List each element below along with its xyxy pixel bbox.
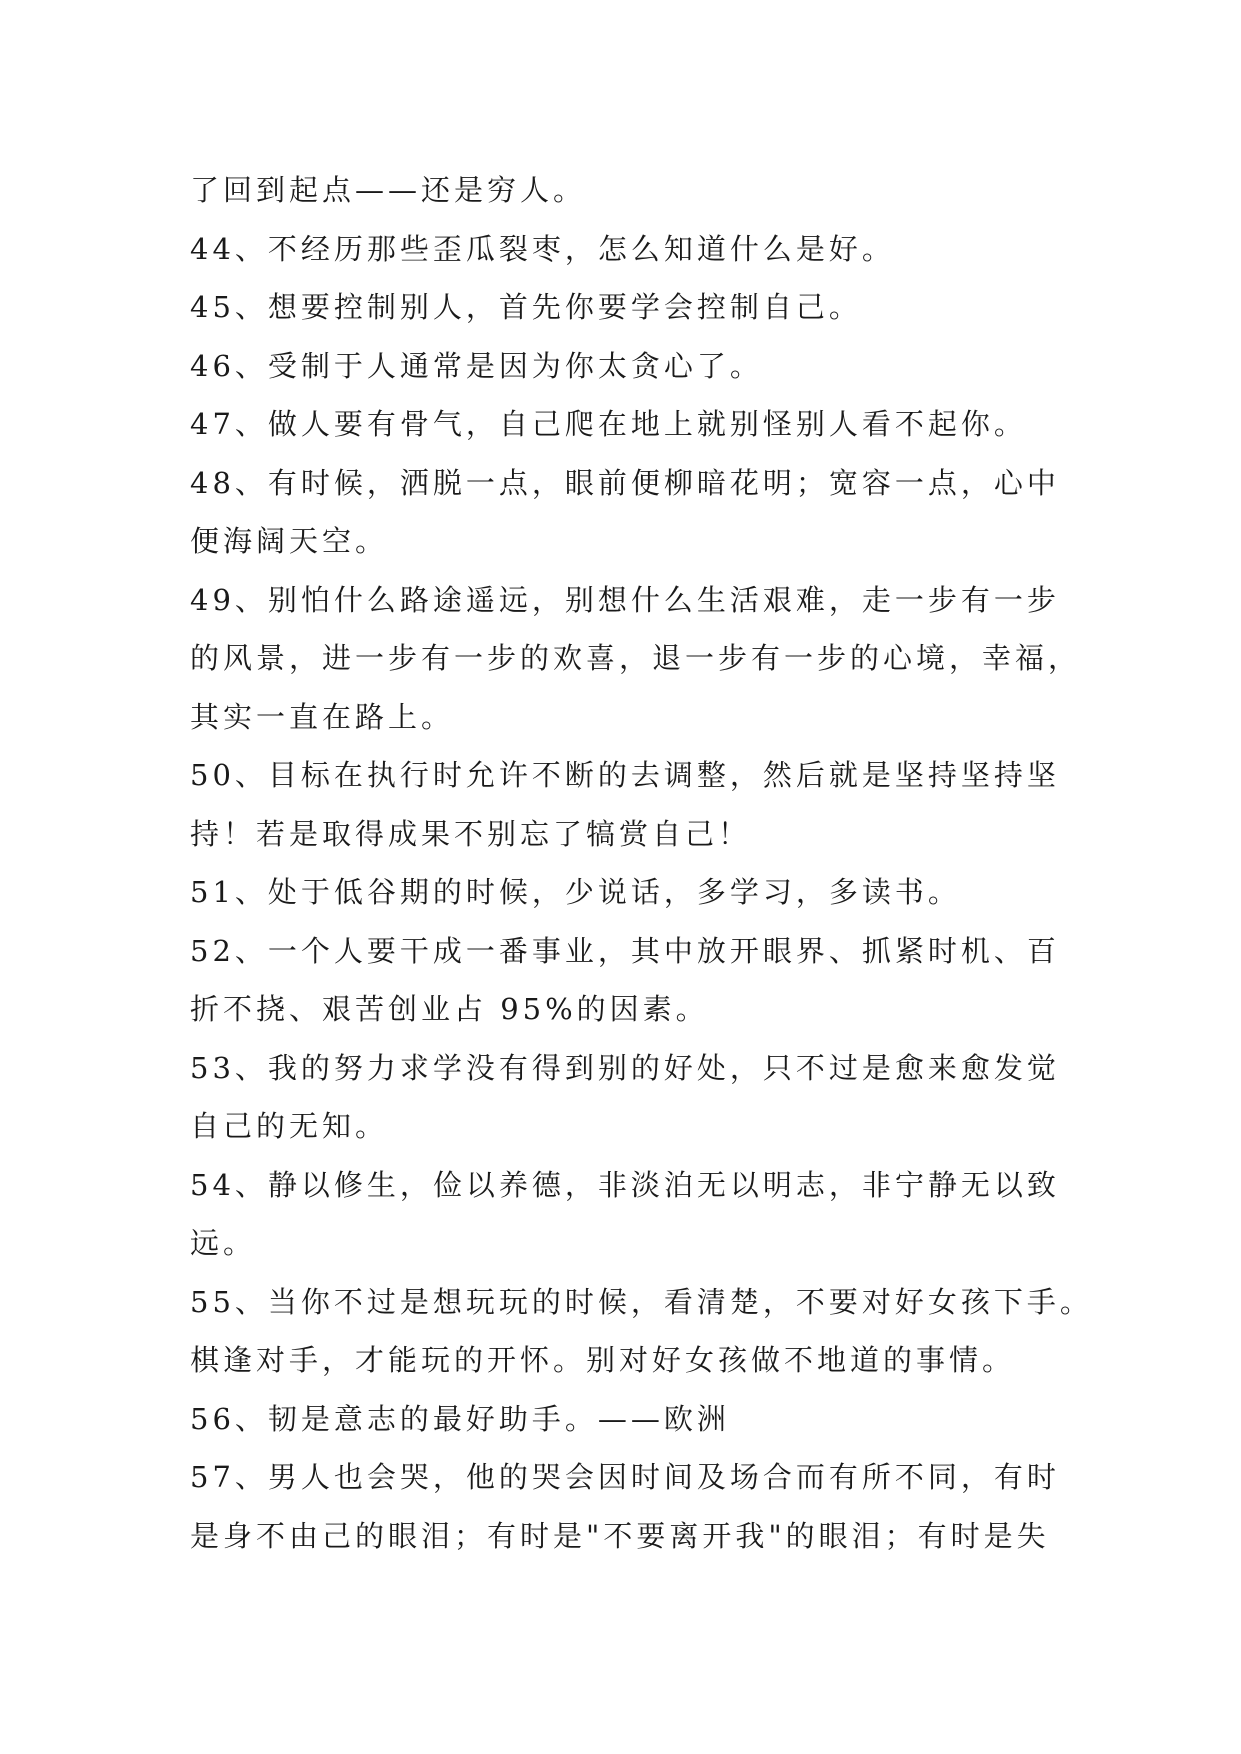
- text-line: 57、男人也会哭，他的哭会因时间及场合而有所不同，有时: [190, 1460, 1060, 1494]
- text-line: 54、静以修生，俭以养德，非淡泊无以明志，非宁静无以致: [190, 1167, 1060, 1202]
- text-line: 折不挠、艰苦创业占 95%的因素。: [190, 992, 709, 1026]
- text-line: 53、我的努力求学没有得到别的好处，只不过是愈来愈发觉: [190, 1050, 1060, 1085]
- body-text: [190, 161, 1093, 1565]
- text-line: 棋逢对手，才能玩的开怀。别对好女孩做不地道的事情。: [190, 1343, 1016, 1377]
- text-line: 其实一直在路上。: [190, 699, 455, 734]
- text-line: 便海阔天空。: [190, 524, 389, 558]
- text-line: 46、受制于人通常是因为你太贪心了。: [190, 348, 763, 383]
- text-line: 47、做人要有骨气，自己爬在地上就别怪别人看不起你。: [190, 407, 1027, 441]
- text-line: 了回到起点——还是穷人。: [190, 173, 587, 207]
- text-line: 48、有时候，洒脱一点，眼前便柳暗花明；宽容一点，心中: [190, 465, 1060, 500]
- text-line: 51、处于低谷期的时候，少说话，多学习，多读书。: [190, 875, 961, 909]
- text-line: 45、想要控制别人，首先你要学会控制自己。: [190, 290, 862, 324]
- text-line: 49、别怕什么路途遥远，别想什么生活艰难，走一步有一步: [190, 582, 1060, 617]
- text-line: 50、目标在执行时允许不断的去调整，然后就是坚持坚持坚: [190, 758, 1060, 792]
- text-line: 的风景，进一步有一步的欢喜，退一步有一步的心境，幸福，: [190, 641, 1082, 675]
- text-line: 远。: [190, 1226, 257, 1260]
- text-line: 44、不经历那些歪瓜裂枣，怎么知道什么是好。: [190, 231, 895, 266]
- text-line: 52、一个人要干成一番事业，其中放开眼界、抓紧时机、百: [190, 933, 1060, 968]
- text-line: 持！若是取得成果不别忘了犒赏自己！: [190, 816, 752, 851]
- text-line: 55、当你不过是想玩玩的时候，看清楚，不要对好女孩下手。: [190, 1284, 1093, 1319]
- text-line: 是身不由己的眼泪；有时是"不要离开我"的眼泪；有时是失: [190, 1518, 1050, 1553]
- text-line: 56、韧是意志的最好助手。——欧洲: [190, 1401, 730, 1436]
- text-line: 自己的无知。: [190, 1109, 389, 1143]
